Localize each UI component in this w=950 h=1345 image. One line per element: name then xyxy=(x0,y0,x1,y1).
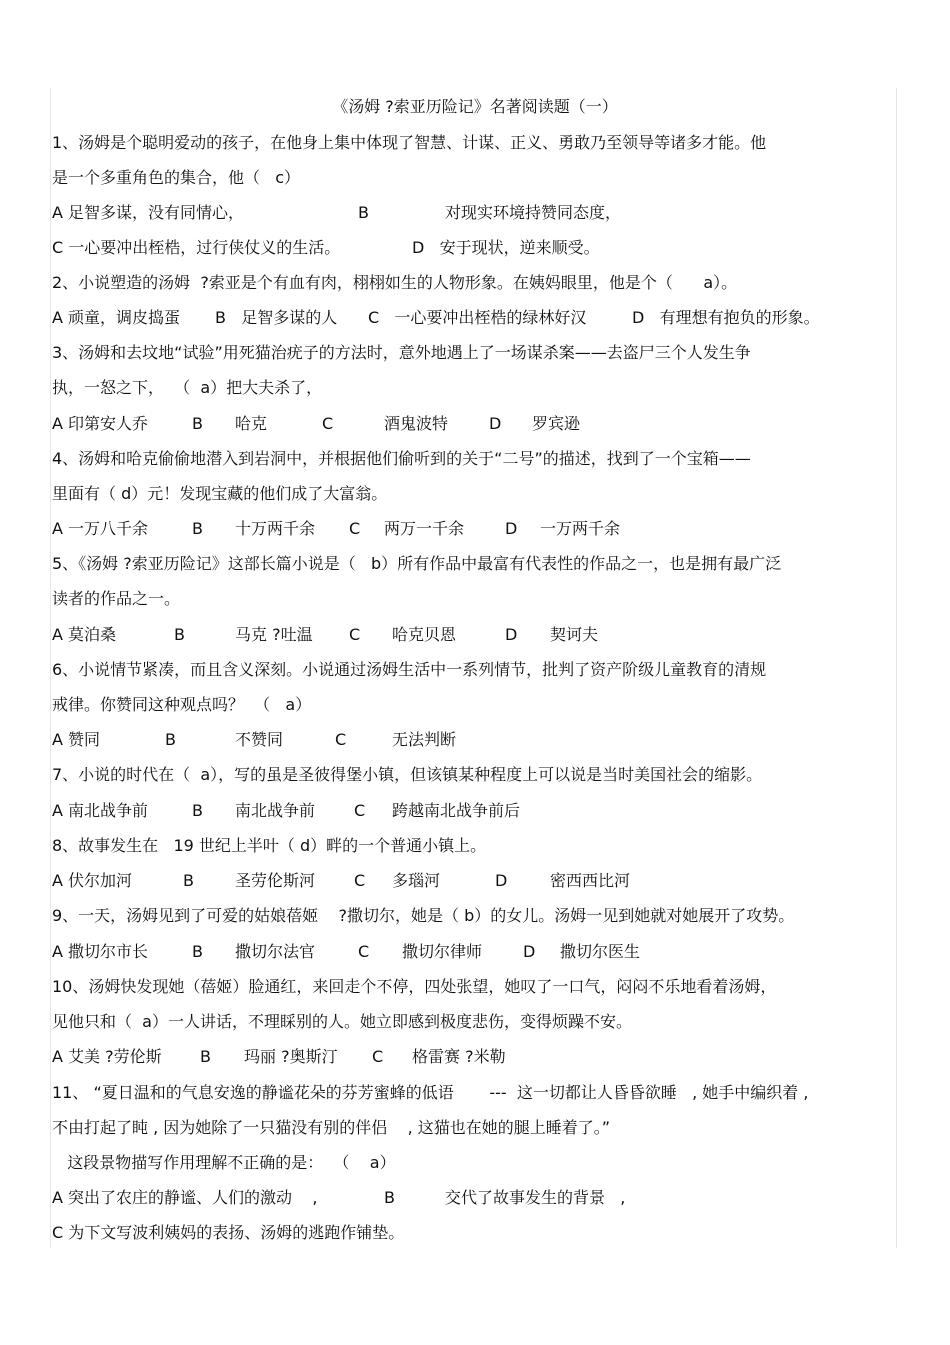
left-margin-line xyxy=(50,88,51,1248)
q2-option-b: B 足智多谋的人 xyxy=(215,308,338,327)
q1-option-c: C 一心要冲出桎梏，过行侠仗义的生活。 xyxy=(52,238,341,257)
q4-line-2: 里面有（ d）元！发现宝藏的他们成了大富翁。 xyxy=(52,484,388,503)
q3-line-1: 3、汤姆和去坟地“试验”用死猫治疣子的方法时，意外地遇上了一场谋杀案——去盗尸三个人发生争 xyxy=(52,343,751,362)
q6-line-2: 戒律。你赞同这种观点吗？ （ a） xyxy=(52,695,312,714)
q9-option-c: C xyxy=(358,942,370,961)
q7-option-c-text: 跨越南北战争前后 xyxy=(392,801,521,820)
q8-option-d-text: 密西西比河 xyxy=(550,871,631,890)
q4-option-c: C xyxy=(349,519,361,538)
q1-option-b: B xyxy=(358,203,369,222)
q2-option-c: C 一心要冲出桎梏的绿林好汉 xyxy=(368,308,587,327)
q5-option-b-text: 马克 ?吐温 xyxy=(235,625,313,644)
q9-option-d-text: 撒切尔医生 xyxy=(560,942,641,961)
q10-line-1: 10、汤姆快发现她（蓓姬）脸通红，来回走个不停，四处张望，她叹了一口气，闷闷不乐地看着汤姆， xyxy=(52,977,777,996)
q3-option-d: D xyxy=(489,414,502,433)
q8-line-1: 8、故事发生在 19 世纪上半叶（ d）畔的一个普通小镇上。 xyxy=(52,836,487,855)
q1-option-a: A 足智多谋，没有同情心， xyxy=(52,203,245,222)
q9-option-b-text: 撒切尔法官 xyxy=(235,942,316,961)
q4-option-c-text: 两万一千余 xyxy=(384,519,465,538)
q4-option-b-text: 十万两千余 xyxy=(235,519,316,538)
right-margin-line xyxy=(896,88,897,1248)
q3-option-c: C xyxy=(322,414,334,433)
q10-option-c-text: 格雷赛 ?米勒 xyxy=(412,1047,506,1066)
q11-option-b: B xyxy=(384,1188,395,1207)
q10-option-c: C xyxy=(372,1047,384,1066)
q11-line-3: 这段景物描写作用理解不正确的是： （ a） xyxy=(52,1153,396,1172)
q4-line-1: 4、汤姆和哈克偷偷地潜入到岩洞中，并根据他们偷听到的关于“二号”的描述，找到了一个宝箱—— xyxy=(52,449,751,468)
q6-option-c-text: 无法判断 xyxy=(392,730,457,749)
q4-option-d-text: 一万两千余 xyxy=(540,519,621,538)
q8-option-c: C xyxy=(354,871,366,890)
q9-option-d: D xyxy=(523,942,536,961)
q4-option-b: B xyxy=(192,519,203,538)
q10-option-a: A 艾美 ?劳伦斯 xyxy=(52,1047,162,1066)
q7-option-b-text: 南北战争前 xyxy=(235,801,316,820)
q3-option-a: A 印第安人乔 xyxy=(52,414,149,433)
page-title: 《汤姆 ?索亚历险记》名著阅读题（一） xyxy=(332,97,618,116)
q3-line-2: 执，一怒之下， （ a）把大夫杀了， xyxy=(52,378,323,397)
q2-option-a: A 顽童，调皮捣蛋 xyxy=(52,308,181,327)
q7-option-b: B xyxy=(192,801,203,820)
q8-option-b-text: 圣劳伦斯河 xyxy=(235,871,316,890)
q11-option-c: C 为下文写波利姨妈的表扬、汤姆的逃跑作铺垫。 xyxy=(52,1223,405,1242)
q3-option-d-text: 罗宾逊 xyxy=(532,414,581,433)
q8-option-b: B xyxy=(183,871,194,890)
q8-option-a: A 伏尔加河 xyxy=(52,871,133,890)
q4-option-a: A 一万八千余 xyxy=(52,519,149,538)
q10-option-b-text: 玛丽 ?奥斯汀 xyxy=(244,1047,338,1066)
q7-line-1: 7、小说的时代在（ a），写的虽是圣彼得堡小镇，但该镇某种程度上可以说是当时美国社会的缩影。 xyxy=(52,765,763,784)
q11-option-b-text: 交代了故事发生的背景 , xyxy=(445,1188,626,1207)
q5-line-1: 5、《汤姆 ?索亚历险记》这部长篇小说是（ b）所有作品中最富有代表性的作品之一，也是拥有最广泛 xyxy=(52,554,782,573)
q5-option-c: C xyxy=(349,625,361,644)
q9-line-1: 9、一天，汤姆见到了可爱的姑娘蓓姬 ?撒切尔，她是（ b）的女儿。汤姆一见到她就对她展开了攻势。 xyxy=(52,906,795,925)
q11-line-2: 不由打起了盹 , 因为她除了一只猫没有别的伴侣 , 这猫也在她的腿上睡着了。” xyxy=(52,1118,611,1137)
q1-line-1: 1、汤姆是个聪明爱动的孩子，在他身上集中体现了智慧、计谋、正义、勇敢乃至领导等诸多才能。他 xyxy=(52,133,767,152)
q6-option-b: B xyxy=(165,730,176,749)
q6-option-c: C xyxy=(335,730,347,749)
q5-option-d: D xyxy=(505,625,518,644)
q9-option-a: A 撒切尔市长 xyxy=(52,942,149,961)
q3-option-b-text: 哈克 xyxy=(235,414,268,433)
q8-option-c-text: 多瑙河 xyxy=(392,871,441,890)
q10-line-2: 见他只和（ a）一人讲话，不理睬别的人。她立即感到极度悲伤，变得烦躁不安。 xyxy=(52,1012,632,1031)
q3-option-b: B xyxy=(192,414,203,433)
q8-option-d: D xyxy=(495,871,508,890)
q11-option-a: A 突出了农庄的静谧、人们的激动 , xyxy=(52,1188,318,1207)
q2-line-1: 2、小说塑造的汤姆 ?索亚是个有血有肉，栩栩如生的人物形象。在姨妈眼里，他是个（ a）。 xyxy=(52,273,738,292)
q1-line-2: 是一个多重角色的集合，他（ c） xyxy=(52,168,301,187)
q5-option-c-text: 哈克贝恩 xyxy=(392,625,457,644)
q10-option-b: B xyxy=(200,1047,211,1066)
q9-option-b: B xyxy=(192,942,203,961)
q5-line-2: 读者的作品之一。 xyxy=(52,589,181,608)
q6-option-b-text: 不赞同 xyxy=(235,730,284,749)
q1-option-d: D 安于现状，逆来顺受。 xyxy=(412,238,600,257)
q3-option-c-text: 酒鬼波特 xyxy=(384,414,449,433)
q5-option-b: B xyxy=(174,625,185,644)
q5-option-d-text: 契诃夫 xyxy=(550,625,599,644)
q7-option-a: A 南北战争前 xyxy=(52,801,149,820)
q11-line-1: 11、 “夏日温和的气息安逸的静谧花朵的芬芳蜜蜂的低语 --- 这一切都让人昏昏欲睡 , 她手中编织着 , xyxy=(52,1083,809,1102)
q6-line-1: 6、小说情节紧凑，而且含义深刻。小说通过汤姆生活中一系列情节，批判了资产阶级儿童教育的清规 xyxy=(52,660,767,679)
q1-option-b-text: 对现实环境持赞同态度， xyxy=(445,203,622,222)
q2-option-d: D 有理想有抱负的形象。 xyxy=(632,308,820,327)
q9-option-c-text: 撒切尔律师 xyxy=(402,942,483,961)
q7-option-c: C xyxy=(354,801,366,820)
q5-option-a: A 莫泊桑 xyxy=(52,625,117,644)
q6-option-a: A 赞同 xyxy=(52,730,101,749)
q4-option-d: D xyxy=(505,519,518,538)
